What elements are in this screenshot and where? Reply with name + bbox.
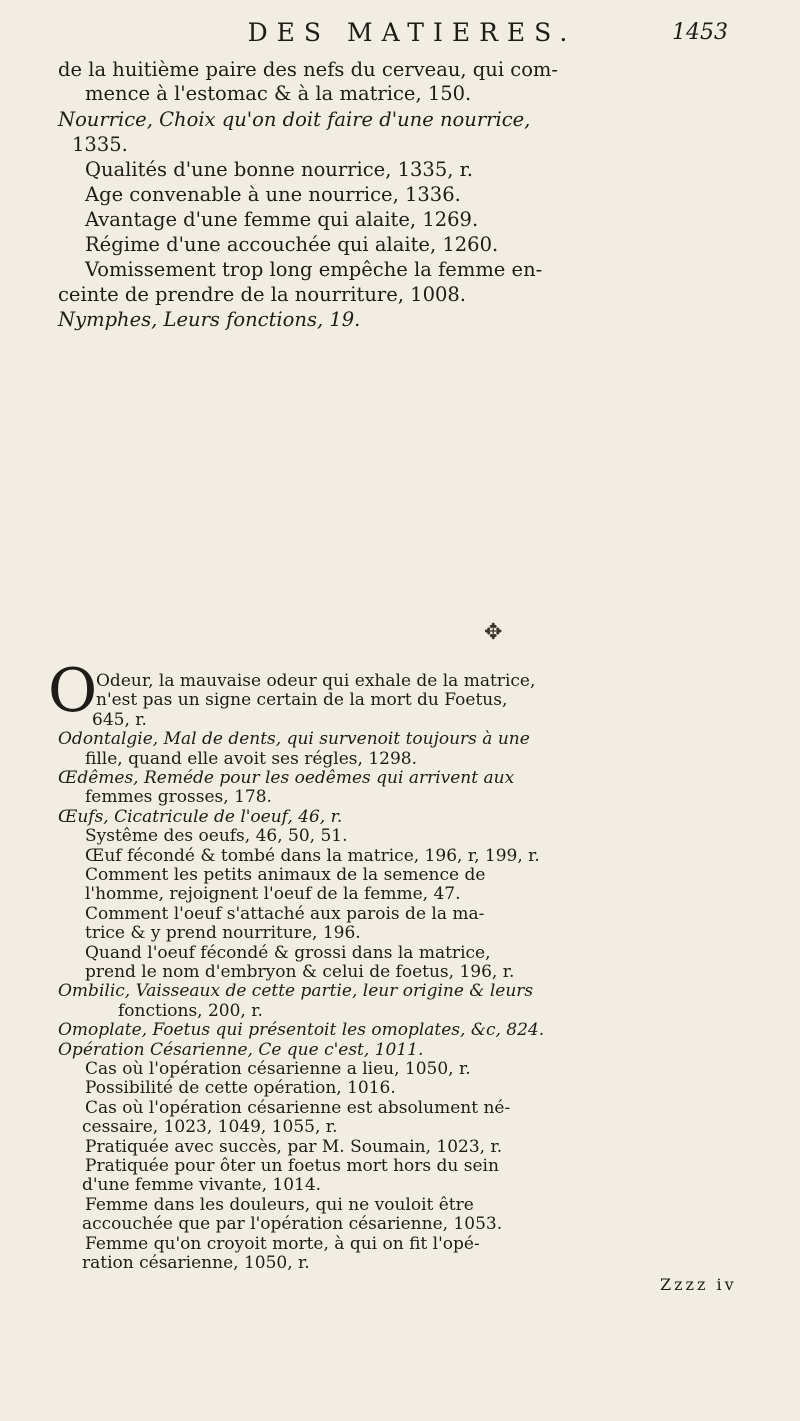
- index-line: d'une femme vivante, 1014.: [82, 1175, 322, 1196]
- index-line: Œuf fécondé & tombé dans la matrice, 196, r, 199, r.: [85, 845, 540, 866]
- index-line: Comment les petits animaux de la semence de: [85, 865, 486, 885]
- section-letter: O: [48, 656, 98, 726]
- index-entry-omoplate: Omoplate, Foetus qui présentoit les omoplates, &c, 824.: [58, 1020, 545, 1041]
- index-line: Régime d'une accouchée qui alaite, 1260.: [85, 233, 499, 256]
- index-line: Qualités d'une bonne nourrice, 1335, r.: [85, 158, 474, 181]
- index-line: femmes grosses, 178.: [85, 787, 272, 808]
- signature-mark: Zzzz iv: [660, 1275, 737, 1295]
- index-line: Avantage d'une femme qui alaite, 1269.: [85, 208, 479, 231]
- index-entry-nymphes: Nymphes, Leurs fonctions, 19.: [58, 308, 361, 331]
- index-entry-operation-cesarienne: Opération Césarienne, Ce que c'est, 1011.: [58, 1039, 424, 1060]
- index-entry-nourrice: Nourrice, Choix qu'on doit faire d'une nourrice,: [58, 108, 531, 131]
- index-entry-ombilic: Ombilic, Vaisseaux de cette partie, leur origine & leurs: [58, 981, 534, 1002]
- index-line: fille, quand elle avoit ses régles, 1298.: [85, 748, 418, 769]
- index-line: 645, r.: [92, 709, 147, 730]
- index-entry-odeur: Odeur, la mauvaise odeur qui exhale de la matrice,: [96, 671, 536, 691]
- index-line: cessaire, 1023, 1049, 1055, r.: [82, 1117, 338, 1138]
- index-line: de la huitième paire des nefs du cerveau, qui com-: [58, 58, 559, 81]
- index-line: Femme dans les douleurs, qui ne vouloit être: [85, 1194, 474, 1215]
- section-ornament: ✥: [484, 620, 503, 645]
- index-line: Possibilité de cette opération, 1016.: [85, 1078, 396, 1099]
- running-title: DES MATIERES.: [247, 18, 577, 47]
- index-line: fonctions, 200, r.: [118, 1000, 263, 1021]
- index-line: ceinte de prendre de la nourriture, 1008.: [58, 283, 466, 306]
- index-line: Cas où l'opération césarienne a lieu, 1050, r.: [85, 1059, 471, 1079]
- index-line: Comment l'oeuf s'attaché aux parois de la ma-: [85, 903, 485, 924]
- index-line: Age convenable à une nourrice, 1336.: [85, 183, 461, 206]
- index-line: Systême des oeufs, 46, 50, 51.: [85, 826, 348, 847]
- index-entry-oeufs: Œufs, Cicatricule de l'oeuf, 46, r.: [58, 806, 343, 827]
- index-line: Cas où l'opération césarienne est absolument né-: [85, 1097, 511, 1118]
- index-entry-odontalgie: Odontalgie, Mal de dents, qui survenoit toujours à une: [58, 729, 530, 750]
- index-line: trice & y prend nourriture, 196.: [85, 923, 361, 944]
- index-line: 1335.: [72, 133, 128, 156]
- page-header: [96, 14, 728, 48]
- index-line: accouchée que par l'opération césarienne, 1053.: [82, 1214, 503, 1235]
- index-line: Pratiquée pour ôter un foetus mort hors du sein: [85, 1156, 499, 1176]
- index-entry-oedemes: Œdêmes, Reméde pour les oedêmes qui arrivent aux: [58, 768, 515, 788]
- index-line: mence à l'estomac & à la matrice, 150.: [85, 82, 472, 105]
- index-line: ration césarienne, 1050, r.: [82, 1253, 310, 1273]
- index-line: Pratiquée avec succès, par M. Soumain, 1023, r.: [85, 1136, 503, 1157]
- index-line: n'est pas un signe certain de la mort du Foetus,: [96, 690, 508, 711]
- index-line: Femme qu'on croyoit morte, à qui on fit l'opé-: [85, 1233, 480, 1254]
- index-line: l'homme, rejoignent l'oeuf de la femme, 47.: [85, 884, 461, 905]
- index-line: Vomissement trop long empêche la femme en-: [85, 258, 543, 281]
- index-line: Quand l'oeuf fécondé & grossi dans la matrice,: [85, 942, 491, 963]
- index-line: prend le nom d'embryon & celui de foetus, 196, r.: [85, 962, 515, 982]
- page-number: 1453: [672, 20, 728, 45]
